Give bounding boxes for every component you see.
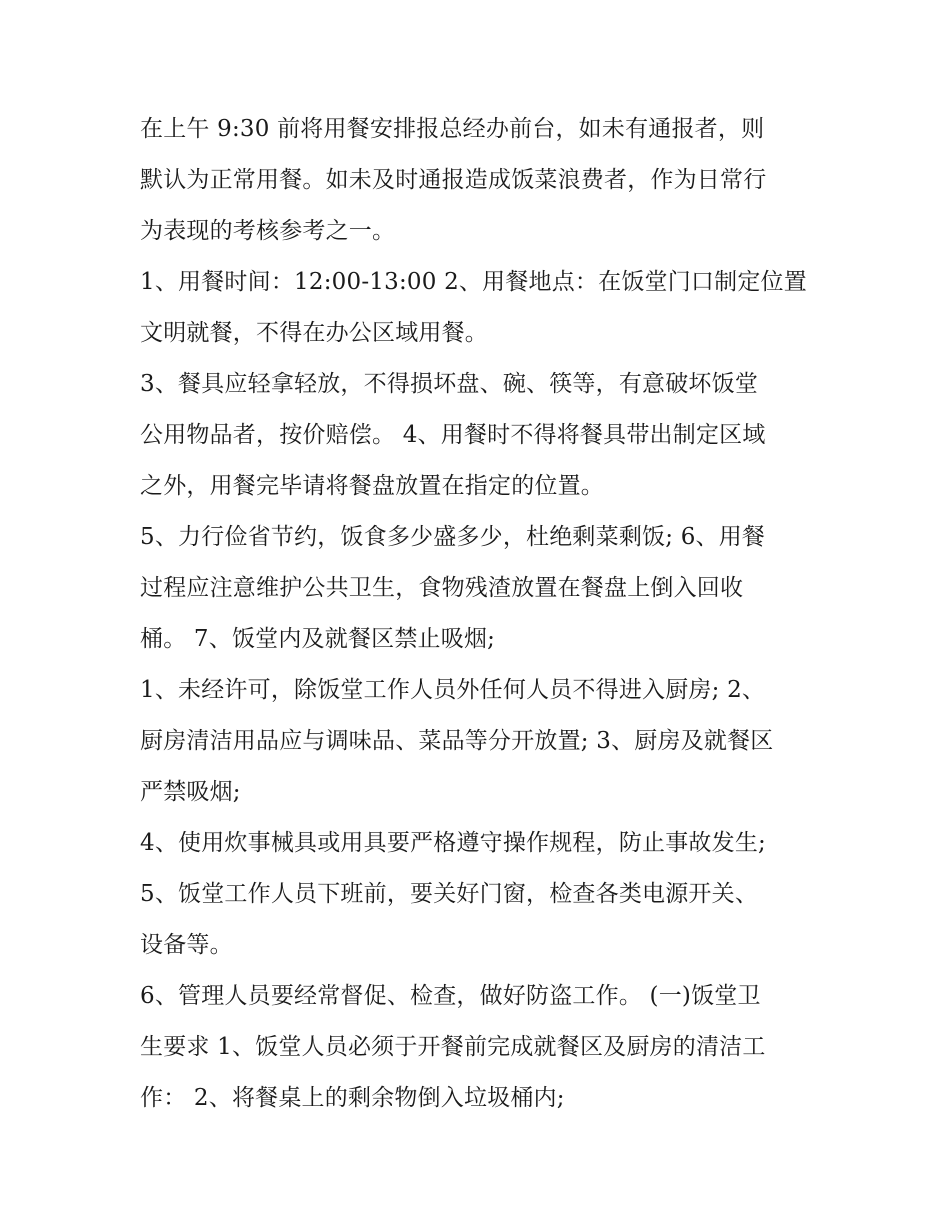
document-body [140, 104, 812, 1124]
text-line: 5、力行俭省节约，饭食多少盛多少，杜绝剩菜剩饭; 6、用餐 [140, 524, 766, 550]
text-line: 6、管理人员要经常督促、检查，做好防盗工作。 (一)饭堂卫 [140, 983, 761, 1009]
text-line: 严禁吸烟; [140, 779, 241, 805]
text-line: 默认为正常用餐。如未及时通报造成饭菜浪费者，作为日常行 [140, 167, 767, 193]
text-line: 过程应注意维护公共卫生，食物残渣放置在餐盘上倒入回收 [140, 575, 744, 601]
text-line: 设备等。 [140, 932, 233, 958]
text-line: 生要求 1、饭堂人员必须于开餐前完成就餐区及厨房的清洁工 [140, 1034, 766, 1060]
text-line: 5、饭堂工作人员下班前，要关好门窗，检查各类电源开关、 [140, 881, 759, 907]
text-line: 在上午 9:30 前将用餐安排报总经办前台，如未有通报者，则 [140, 116, 765, 142]
text-line: 4、使用炊事械具或用具要严格遵守操作规程，防止事故发生; [140, 830, 766, 856]
text-line: 公用物品者，按价赔偿。 4、用餐时不得将餐具带出制定区域 [140, 422, 766, 448]
text-line: 作： 2、将餐桌上的剩余物倒入垃圾桶内; [140, 1085, 565, 1111]
text-line: 为表现的考核参考之一。 [140, 218, 396, 244]
text-line: 1、未经许可，除饭堂工作人员外任何人员不得进入厨房; 2、 [140, 677, 766, 703]
text-line: 之外，用餐完毕请将餐盘放置在指定的位置。 [140, 473, 604, 499]
text-line: 3、餐具应轻拿轻放，不得损坏盘、碗、筷等，有意破坏饭堂 [140, 371, 759, 397]
text-line: 1、用餐时间：12:00-13:00 2、用餐地点：在饭堂门口制定位置 [140, 269, 807, 295]
text-line: 桶。 7、饭堂内及就餐区禁止吸烟; [140, 626, 496, 652]
text-line: 厨房清洁用品应与调味品、菜品等分开放置; 3、厨房及就餐区 [140, 728, 774, 754]
text-line: 文明就餐，不得在办公区域用餐。 [140, 320, 488, 346]
